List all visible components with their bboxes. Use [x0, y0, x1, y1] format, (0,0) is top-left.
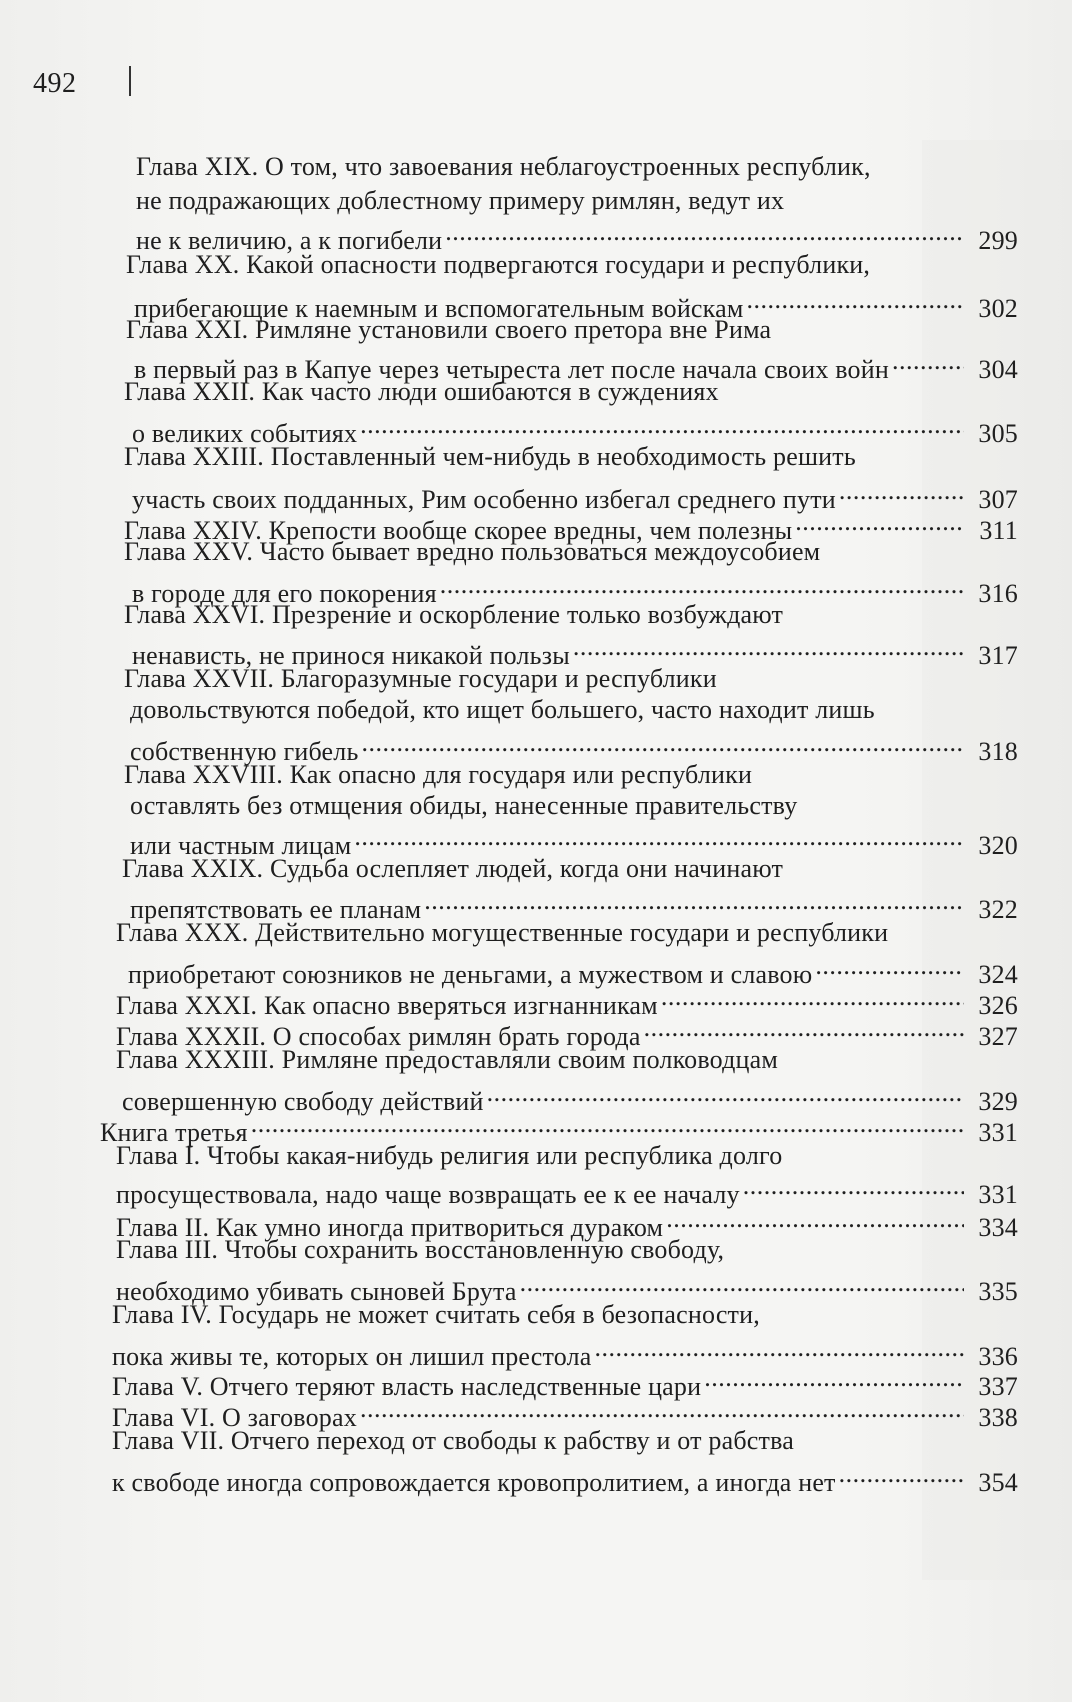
toc-entry-text: Глава XXIX. Судьба ослепляет людей, когда они начинают: [122, 854, 784, 883]
dot-leader: [743, 1169, 964, 1203]
toc-entry-text: Глава XXVIII. Как опасно для государя или республики: [124, 760, 753, 789]
toc-entry-text: Глава XXVI. Презрение и оскорбление только возбуждают: [124, 600, 784, 629]
toc-entry-text: прибегающие к наемным и вспомогательным войскам: [134, 294, 744, 323]
dot-leader: [251, 1107, 964, 1141]
toc-entry-text: приобретают союзников не деньгами, а мужеством и славою: [128, 960, 813, 989]
dot-leader: [445, 215, 964, 249]
dot-leader: [747, 283, 964, 317]
toc-line: [112, 1331, 1018, 1371]
toc-line: [130, 693, 1018, 727]
toc-entry-text: совершенную свободу действий: [122, 1087, 484, 1116]
toc-line: [124, 440, 1018, 474]
dot-leader: [839, 474, 964, 508]
dot-leader: [595, 1331, 964, 1365]
toc-page-number: 320: [978, 831, 1018, 860]
toc-line: [116, 916, 1018, 950]
dot-leader: [573, 630, 964, 664]
toc-page-number: 337: [978, 1372, 1018, 1401]
toc-entry-text: довольствуются победой, кто ищет большего, часто находит лишь: [130, 695, 875, 724]
toc-line: [132, 568, 1018, 608]
dot-leader: [360, 1392, 964, 1426]
dot-leader: [892, 344, 964, 378]
toc-entry-text: Глава XXIII. Поставленный чем-нибудь в необходимость решить: [124, 442, 856, 471]
toc-page-number: 304: [978, 355, 1018, 384]
toc-entry-text: участь своих подданных, Рим особенно избегал среднего пути: [132, 485, 836, 514]
toc-entry-text: Глава XXVII. Благоразумные государи и республики: [124, 664, 717, 693]
toc-line: [116, 1202, 1018, 1242]
dot-leader: [661, 980, 964, 1014]
toc-line: [112, 1392, 1018, 1432]
toc-line: [132, 474, 1018, 514]
toc-entry-text: необходимо убивать сыновей Брута: [116, 1277, 517, 1306]
toc-entry-text: Глава V. Отчего теряют власть наследственные цари: [112, 1372, 702, 1401]
toc-page-number: 338: [978, 1403, 1018, 1432]
toc-entry-text: Глава I. Чтобы какая-нибудь религия или республика долго: [116, 1141, 783, 1170]
toc-page-number: 331: [978, 1180, 1018, 1209]
toc-line: [116, 1266, 1018, 1306]
toc-page-number: 318: [978, 737, 1018, 766]
toc-entry-text: Глава XXXII. О способах римлян брать города: [116, 1022, 641, 1051]
dot-leader: [354, 820, 964, 854]
dot-leader: [360, 408, 964, 442]
toc-line: [116, 1233, 1018, 1267]
toc-page-number: 322: [978, 895, 1018, 924]
toc-line: [112, 1424, 1018, 1458]
toc-line: [134, 283, 1018, 323]
toc-entry-text: не к величию, а к погибели: [136, 226, 443, 255]
toc-line: [112, 1457, 1018, 1497]
toc-line: [116, 1043, 1018, 1077]
toc-entry-text: Глава XXII. Как часто люди ошибаются в суждениях: [124, 377, 719, 406]
toc-entry-text: Глава VII. Отчего переход от свободы к рабству и от рабства: [112, 1426, 794, 1455]
toc-line: [126, 313, 1018, 347]
toc-entry-text: пока живы те, которых он лишил престола: [112, 1342, 592, 1371]
toc-line: [124, 505, 1018, 545]
dot-leader: [362, 726, 964, 760]
toc-line: [126, 248, 1018, 282]
toc-entry-text: Глава XIX. О том, что завоевания неблагоустроенных республик,: [136, 152, 871, 181]
toc-page-number: 334: [978, 1213, 1018, 1242]
toc-page-number: 326: [978, 991, 1018, 1020]
toc-entry-text: оставлять без отмщения обиды, нанесенные правительству: [130, 791, 798, 820]
toc-line: [134, 344, 1018, 384]
dot-leader: [704, 1361, 964, 1395]
toc-line: [122, 1076, 1018, 1116]
toc-line: [100, 1107, 1018, 1147]
toc-entry-text: Глава XXXI. Как опасно вверяться изгнанникам: [116, 991, 658, 1020]
toc-page-number: 336: [978, 1342, 1018, 1371]
toc-line: [124, 662, 1018, 696]
dot-leader: [644, 1011, 964, 1045]
dot-leader: [839, 1457, 964, 1491]
toc-entry-text: или частным лицам: [130, 831, 352, 860]
toc-entry-text: Глава XXXIII. Римляне предоставляли своим полководцам: [116, 1045, 779, 1074]
toc-line: [124, 598, 1018, 632]
toc-page-number: 302: [978, 294, 1018, 323]
toc-entry-text: не подражающих доблестному примеру римлян, ведут их: [136, 186, 785, 215]
toc-line: [122, 852, 1018, 886]
dot-leader: [487, 1076, 964, 1110]
toc-line: [130, 789, 1018, 823]
toc-page-number: 316: [978, 579, 1018, 608]
toc-page-number: 307: [978, 485, 1018, 514]
toc-entry-text: препятствовать ее планам: [130, 895, 422, 924]
toc-entry-text: о великих событиях: [132, 419, 358, 448]
toc-line: [132, 630, 1018, 670]
toc-entry-text: ненависть, не принося никакой пользы: [132, 641, 570, 670]
toc-line: [130, 726, 1018, 766]
toc-entry-text: собственную гибель: [130, 737, 359, 766]
dot-leader: [520, 1266, 964, 1300]
toc-page-number: 331: [978, 1118, 1018, 1147]
dot-leader: [795, 505, 964, 539]
toc-page-number: 354: [978, 1468, 1018, 1497]
toc-entry-text: Глава XXX. Действительно могущественные государи и республики: [116, 918, 889, 947]
toc-entry-text: в первый раз в Капуе через четыреста лет после начала своих войн: [134, 355, 889, 384]
toc-line: [128, 949, 1018, 989]
dot-leader: [424, 884, 964, 918]
toc-line: [112, 1361, 1018, 1401]
toc-entry-text: Глава III. Чтобы сохранить восстановленную свободу,: [116, 1235, 725, 1264]
toc-entry-text: Глава XXIV. Крепости вообще скорее вредны, чем полезны: [124, 516, 793, 545]
toc-entry-text: Глава XX. Какой опасности подвергаются государи и республики,: [126, 250, 871, 279]
toc-line: [116, 980, 1018, 1020]
toc-page-number: 324: [978, 960, 1018, 989]
toc-entry-text: к свободе иногда сопровождается кровопролитием, а иногда нет: [112, 1468, 836, 1497]
toc-line: [112, 1298, 1018, 1332]
toc-page-number: 317: [978, 641, 1018, 670]
toc-line: [136, 184, 1018, 218]
toc-line: [130, 884, 1018, 924]
toc-line: [116, 1139, 1018, 1173]
toc-page-number: 299: [978, 226, 1018, 255]
toc-entry-text: Книга третья: [100, 1118, 248, 1147]
toc-entry-text: Глава II. Как умно иногда притвориться дураком: [116, 1213, 664, 1242]
toc-entry-text: в городе для его покорения: [132, 579, 437, 608]
toc-line: [124, 758, 1018, 792]
dot-leader: [815, 949, 964, 983]
toc-entry-text: Глава VI. О заговорах: [112, 1403, 357, 1432]
toc-line: [116, 1169, 1018, 1209]
toc-page-number: 305: [978, 419, 1018, 448]
toc-line: [124, 375, 1018, 409]
toc-entry-text: Глава IV. Государь не может считать себя в безопасности,: [112, 1300, 760, 1329]
toc-line: [124, 535, 1018, 569]
dot-leader: [440, 568, 964, 602]
toc-page-number: 329: [978, 1087, 1018, 1116]
toc-page-number: 311: [979, 516, 1018, 545]
toc-line: [136, 215, 1018, 255]
toc-line: [130, 820, 1018, 860]
toc-entry-text: Глава XXV. Часто бывает вредно пользоваться междоусобием: [124, 537, 821, 566]
toc-page-number: 327: [978, 1022, 1018, 1051]
toc-line: [132, 408, 1018, 448]
toc-entry-text: просуществовала, надо чаще возвращать ее к ее началу: [116, 1180, 740, 1209]
toc-line: [116, 1011, 1018, 1051]
page-number: 492: [33, 68, 77, 99]
dot-leader: [666, 1202, 964, 1236]
toc-entry-text: Глава XXI. Римляне установили своего претора вне Рима: [126, 315, 772, 344]
toc-page-number: 335: [978, 1277, 1018, 1306]
toc-line: [136, 150, 1018, 184]
